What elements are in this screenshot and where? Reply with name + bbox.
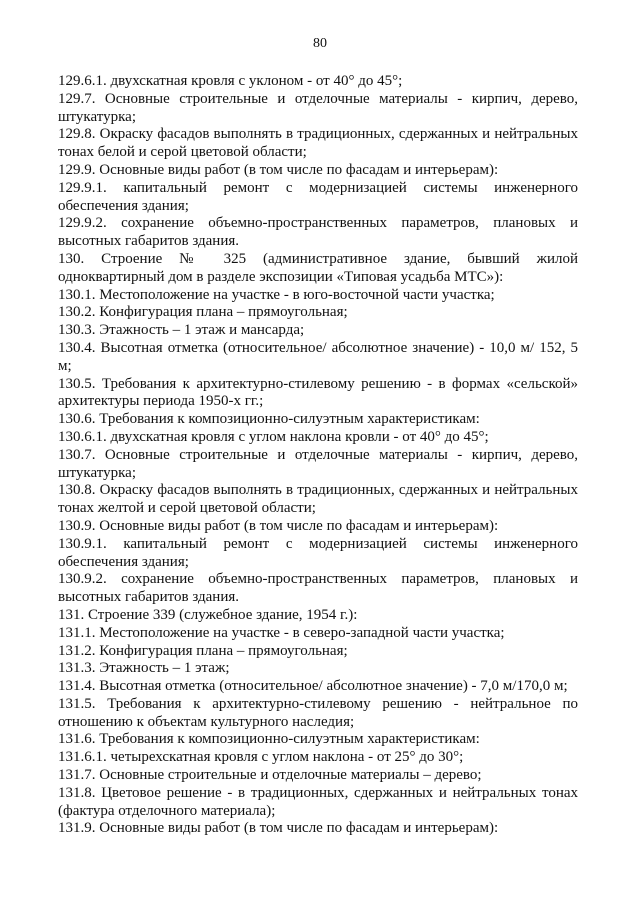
paragraph: 130.9.1. капитальный ремонт с модернизацией системы инженерного обеспечения здания; bbox=[58, 535, 578, 570]
paragraph: 131.6. Требования к композиционно-силуэтным характеристикам: bbox=[58, 731, 480, 748]
paragraph: 130.9.2. сохранение объемно-пространственных параметров, плановых и высотных габаритов здания. bbox=[58, 571, 578, 606]
paragraph: 129.8. Окраску фасадов выполнять в традиционных, сдержанных и нейтральных тонах белой и серой цветовой области; bbox=[58, 126, 578, 161]
paragraph: 130.3. Этажность – 1 этаж и мансарда; bbox=[58, 322, 305, 339]
paragraph: 131.6.1. четырехскатная кровля с углом наклона - от 25° до 30°; bbox=[58, 749, 464, 766]
paragraph: 129.9. Основные виды работ (в том числе по фасадам и интерьерам): bbox=[58, 161, 499, 178]
paragraph: 130.6. Требования к композиционно-силуэтным характеристикам: bbox=[58, 411, 480, 428]
paragraph: 130.7. Основные строительные и отделочные материалы - кирпич, дерево, штукатурка; bbox=[58, 446, 578, 481]
paragraph: 130. Строение № 325 (административное здание, бывший жилой одноквартирный дом в разделе экспозиции «Типовая усадьба МТС»): bbox=[58, 250, 578, 285]
paragraph: 131.3. Этажность – 1 этаж; bbox=[58, 660, 230, 677]
paragraph: 130.8. Окраску фасадов выполнять в традиционных, сдержанных и нейтральных тонах желтой и серой цветовой области; bbox=[58, 482, 578, 517]
paragraph: 130.4. Высотная отметка (относительное/ абсолютное значение) - 10,0 м/ 152, 5 м; bbox=[58, 339, 578, 374]
page-number: 80 bbox=[313, 36, 327, 51]
paragraph: 131.7. Основные строительные и отделочные материалы – дерево; bbox=[58, 767, 482, 784]
paragraph: 131.5. Требования к архитектурно-стилевому решению - нейтральное по отношению к объектам культурного наследия; bbox=[58, 695, 578, 730]
paragraph: 130.5. Требования к архитектурно-стилевому решению - в формах «сельской» архитектуры периода 1950-х гг.; bbox=[58, 375, 578, 410]
document-body bbox=[58, 73, 578, 838]
paragraph: 131.1. Местоположение на участке - в северо-западной части участка; bbox=[58, 624, 505, 641]
paragraph: 129.6.1. двухскатная кровля с уклоном - от 40° до 45°; bbox=[58, 73, 403, 89]
paragraph: 129.7. Основные строительные и отделочные материалы - кирпич, дерево, штукатурка; bbox=[58, 90, 578, 125]
paragraph: 131.9. Основные виды работ (в том числе по фасадам и интерьерам): bbox=[58, 820, 499, 837]
paragraph: 131. Строение 339 (служебное здание, 1954 г.): bbox=[58, 606, 358, 623]
paragraph: 130.6.1. двухскатная кровля с углом наклона кровли - от 40° до 45°; bbox=[58, 428, 489, 445]
paragraph: 129.9.1. капитальный ремонт с модернизацией системы инженерного обеспечения здания; bbox=[58, 179, 578, 214]
paragraph: 129.9.2. сохранение объемно-пространственных параметров, плановых и высотных габаритов здания. bbox=[58, 215, 578, 250]
paragraph: 131.8. Цветовое решение - в традиционных, сдержанных и нейтральных тонах (фактура отделочного материала); bbox=[58, 784, 578, 819]
paragraph: 130.1. Местоположение на участке - в юго-восточной части участка; bbox=[58, 286, 495, 303]
paragraph: 130.2. Конфигурация плана – прямоугольная; bbox=[58, 304, 348, 321]
paragraph: 130.9. Основные виды работ (в том числе по фасадам и интерьерам): bbox=[58, 517, 499, 534]
paragraph: 131.4. Высотная отметка (относительное/ абсолютное значение) - 7,0 м/170,0 м; bbox=[58, 678, 568, 695]
paragraph: 131.2. Конфигурация плана – прямоугольная; bbox=[58, 642, 348, 659]
